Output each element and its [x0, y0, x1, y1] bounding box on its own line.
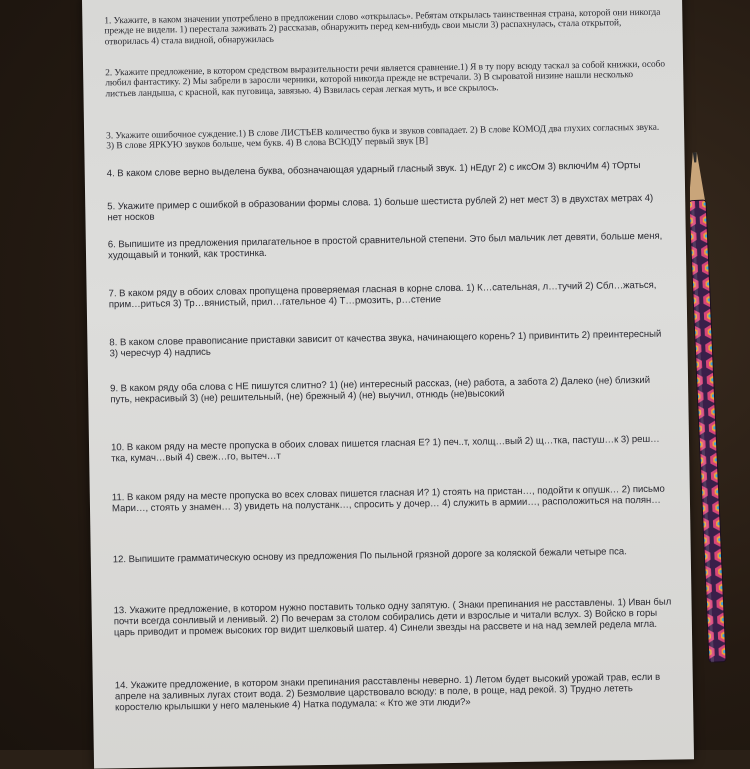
- question-9: 9. В каком ряду оба слова с НЕ пишутся слитно? 1) (не) интересный рассказ, (не) работа, а забота 2) Далеко (не) близкий путь, некрасивый 3) (не) решительный, (не) брежный 4) (не) выучил, отнюдь (не)высокий: [110, 374, 651, 406]
- question-4: 4. В каком слове верно выделена буква, обозначающая ударный гласный звук. 1) нЕдуг 2) с иксОм 3) включИм 4) тОрты: [106, 160, 641, 180]
- question-6: 6. Выпишите из предложения прилагательное в простой сравнительной степени. Это был мальчик лет девяти, больше меня, худощавый и тонкий, как тростинка.: [107, 230, 663, 262]
- question-13: 13. Укажите предложение, в котором нужно поставить только одну запятую. ( Знаки препинания не расставлены. 1) Иван был почти всегда сонливый и ленивый. 2) По вечерам за столом собирались дети и взрослые и читали вслух. 3) Войско в горы царь приводит и промеж высоких гор видит шелковый шатер. 4) Синели звезды на рассвете и на над землей редела мгла.: [113, 596, 672, 639]
- paper-sheet: [82, 0, 694, 769]
- question-2: 2. Укажите предложение, в котором средством выразительности речи является сравнение.1) Я в ту пору всюду таскал за собой книжки, особо любил фантастику. 2) Мы забрели в заросли черники, которой никогда прежде не встречали. 3) В сыроватой низине нашли несколько листьев ландыша, с красной, как пуговица, завязью. 4) Взвилась серая легкая муть, и все скрылось.: [105, 59, 666, 100]
- question-3: 3. Укажите ошибочное суждение.1) В слове ЛИСТЬЕВ количество букв и звуков совпадает. 2) В слове КОМОД два глухих согласных звука. 3) В слове ЯРКУЮ звуков больше, чем букв. 4) В слова ВСЮДУ первый звук [В]: [106, 122, 660, 152]
- question-8: 8. В каком слове правописание приставки зависит от качества звука, начинающего корень? 1) привинтить 2) преинтересный 3) чересчур 4) надпись: [109, 328, 662, 360]
- question-14: 14. Укажите предложение, в котором знаки препинания расставлены неверно. 1) Летом будет высокий урожай трав, если в апреле на заливных лугах стоит вода. 2) Безмолвие царствовало всюду: в поле, в роще, над рекой. 3) Трудно лететь коростелю крылышки у него маленькие 4) Натка подумала: « Кто же эти люди?»: [114, 671, 661, 714]
- question-7: 7. В каком ряду в обоих словах пропущена проверяемая гласная в корне слова. 1) К…сательная, л…тучий 2) Сбл…жаться, прим…риться 3) Тр…вянистый, прил…гательное 4) Т…рмозить, р…стение: [108, 279, 657, 311]
- pencil: [690, 148, 730, 668]
- question-10: 10. В каком ряду на месте пропуска в обоих словах пишется гласная Е? 1) печ..т, холщ…вый 2) щ…тка, пастуш…к 3) реш…тка, кумач…вый 4) свеж…го, вытеч…т: [110, 433, 660, 465]
- question-5: 5. Укажите пример с ошибкой в образовании формы слова. 1) больше шестиста рублей 2) нет мест 3) в двухстах метрах 4) нет носков: [107, 192, 654, 224]
- question-11: 11. В каком ряду на месте пропуска во всех словах пишется гласная И? 1) стоять на пристан…, подойти к опушк… 2) письмо Мари…, стоять у знамен… 3) увидеть на полустанк…, спросить у дочер… 4) служить в армии…, расположиться на полян…: [111, 483, 665, 515]
- question-1: 1. Укажите, в каком значении употреблено в предложении слово «открылась». Ребятам открылась таинственная страна, которой они никогда прежде не видели. 1) перестала заживать 2) рассказав, обнаружить перед кем-нибудь свои мысли 3) распахнулась, стала открытой, отворилась 4) стала видной, обнаружилась: [104, 7, 661, 48]
- question-12: 12. Выпишите грамматическую основу из предложения По пыльной грязной дороге за коляской бежали четыре пса.: [112, 546, 627, 566]
